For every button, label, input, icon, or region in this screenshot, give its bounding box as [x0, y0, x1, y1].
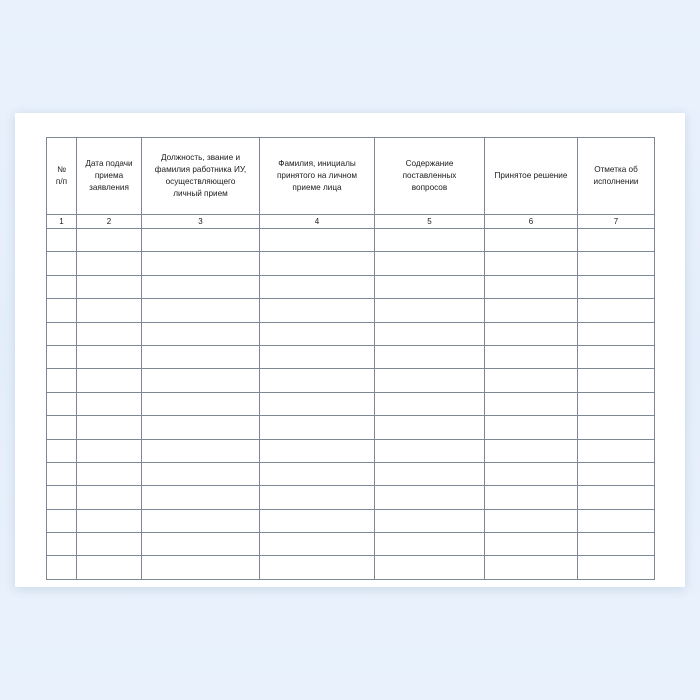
- table-cell[interactable]: [142, 229, 260, 252]
- table-cell[interactable]: [578, 533, 655, 556]
- table-cell[interactable]: [375, 533, 485, 556]
- table-cell[interactable]: [47, 416, 77, 439]
- table-cell[interactable]: [375, 299, 485, 322]
- table-cell[interactable]: [260, 275, 375, 298]
- table-cell[interactable]: [47, 369, 77, 392]
- table-cell[interactable]: [485, 462, 578, 485]
- table-cell[interactable]: [260, 322, 375, 345]
- table-cell[interactable]: [260, 229, 375, 252]
- table-cell[interactable]: [485, 556, 578, 579]
- table-cell[interactable]: [485, 392, 578, 415]
- table-cell[interactable]: [47, 322, 77, 345]
- header-line: Принятое решение: [494, 171, 568, 181]
- column-number: 3: [142, 215, 260, 229]
- table-cell[interactable]: [77, 345, 142, 368]
- table-cell[interactable]: [375, 392, 485, 415]
- table-cell[interactable]: [260, 486, 375, 509]
- table-cell[interactable]: [260, 392, 375, 415]
- table-cell[interactable]: [375, 439, 485, 462]
- table-cell[interactable]: [375, 275, 485, 298]
- table-cell[interactable]: [47, 556, 77, 579]
- table-cell[interactable]: [77, 252, 142, 275]
- table-cell[interactable]: [485, 533, 578, 556]
- table-row[interactable]: [47, 392, 655, 415]
- header-line: заявления: [89, 182, 129, 192]
- table-cell[interactable]: [485, 509, 578, 532]
- table-row[interactable]: [47, 439, 655, 462]
- column-header-1: [47, 138, 77, 215]
- column-header-2: [77, 138, 142, 215]
- table-cell[interactable]: [578, 299, 655, 322]
- column-header-7: [578, 138, 655, 215]
- table-cell[interactable]: [375, 322, 485, 345]
- table-cell[interactable]: [142, 275, 260, 298]
- table-cell[interactable]: [47, 392, 77, 415]
- table-row[interactable]: [47, 509, 655, 532]
- header-line: личный прием: [173, 188, 228, 198]
- table-cell[interactable]: [375, 229, 485, 252]
- table-cell[interactable]: [77, 556, 142, 579]
- table-row[interactable]: [47, 345, 655, 368]
- table-cell[interactable]: [77, 509, 142, 532]
- table-cell[interactable]: [485, 369, 578, 392]
- table-cell[interactable]: [375, 556, 485, 579]
- table-cell[interactable]: [578, 229, 655, 252]
- table-cell[interactable]: [142, 392, 260, 415]
- header-line: приема: [94, 171, 124, 181]
- header-line: вопросов: [411, 182, 448, 192]
- table-body: [47, 215, 655, 580]
- table-cell[interactable]: [77, 462, 142, 485]
- table-row[interactable]: [47, 369, 655, 392]
- journal-table: [46, 137, 655, 580]
- header-line: приеме лица: [292, 182, 342, 192]
- column-number-row: [47, 215, 655, 229]
- table-cell[interactable]: [485, 275, 578, 298]
- table-cell[interactable]: [260, 369, 375, 392]
- column-number: 1: [47, 215, 77, 229]
- table-cell[interactable]: [47, 252, 77, 275]
- table-cell[interactable]: [142, 462, 260, 485]
- table-header: [47, 138, 655, 215]
- table-cell[interactable]: [485, 252, 578, 275]
- table-cell[interactable]: [578, 416, 655, 439]
- header-line: Фамилия, инициалы: [278, 159, 356, 169]
- column-number: 2: [77, 215, 142, 229]
- table-cell[interactable]: [77, 299, 142, 322]
- table-cell[interactable]: [578, 556, 655, 579]
- table-cell[interactable]: [77, 486, 142, 509]
- table-cell[interactable]: [578, 322, 655, 345]
- table-cell[interactable]: [142, 486, 260, 509]
- header-line: №: [57, 165, 66, 175]
- table-cell[interactable]: [142, 345, 260, 368]
- table-cell[interactable]: [485, 345, 578, 368]
- table-cell[interactable]: [260, 439, 375, 462]
- table-cell[interactable]: [578, 486, 655, 509]
- table-cell[interactable]: [77, 229, 142, 252]
- table-cell[interactable]: [485, 299, 578, 322]
- table-cell[interactable]: [578, 439, 655, 462]
- table-cell[interactable]: [47, 345, 77, 368]
- header-line: исполнении: [593, 177, 639, 186]
- table-cell[interactable]: [260, 345, 375, 368]
- table-row[interactable]: [47, 275, 655, 298]
- column-header-3: [142, 138, 260, 215]
- table-cell[interactable]: [77, 416, 142, 439]
- table-cell[interactable]: [77, 533, 142, 556]
- table-row[interactable]: [47, 486, 655, 509]
- table-cell[interactable]: [142, 299, 260, 322]
- header-line: Должность, звание и: [160, 153, 241, 163]
- header-row: [47, 138, 655, 215]
- table-cell[interactable]: [47, 533, 77, 556]
- table-cell[interactable]: [485, 322, 578, 345]
- header-line: Отметка об: [594, 165, 638, 175]
- table-cell[interactable]: [375, 416, 485, 439]
- table-cell[interactable]: [47, 462, 77, 485]
- table-cell[interactable]: [77, 392, 142, 415]
- table-cell[interactable]: [47, 509, 77, 532]
- table-cell[interactable]: [578, 345, 655, 368]
- table-cell[interactable]: [375, 252, 485, 275]
- header-line: Содержание поставленных: [402, 159, 457, 181]
- header-line: фамилия работника ИУ,: [154, 165, 247, 175]
- table-cell[interactable]: [77, 439, 142, 462]
- table-cell[interactable]: [142, 252, 260, 275]
- column-header-5: [375, 138, 485, 215]
- table-cell[interactable]: [47, 299, 77, 322]
- table-row[interactable]: [47, 299, 655, 322]
- column-number: 7: [578, 215, 655, 229]
- table-cell[interactable]: [47, 439, 77, 462]
- table-cell[interactable]: [578, 369, 655, 392]
- table-cell[interactable]: [578, 509, 655, 532]
- table-row[interactable]: [47, 533, 655, 556]
- table-row[interactable]: [47, 556, 655, 579]
- table-cell[interactable]: [485, 229, 578, 252]
- table-cell[interactable]: [485, 439, 578, 462]
- table-cell[interactable]: [260, 509, 375, 532]
- document-sheet: [15, 113, 685, 587]
- header-line: п/п: [55, 177, 68, 186]
- table-cell[interactable]: [578, 252, 655, 275]
- table-cell[interactable]: [77, 275, 142, 298]
- table-cell[interactable]: [578, 392, 655, 415]
- table-row[interactable]: [47, 252, 655, 275]
- column-number: 4: [260, 215, 375, 229]
- table-row[interactable]: [47, 462, 655, 485]
- table-cell[interactable]: [485, 416, 578, 439]
- column-number: 6: [485, 215, 578, 229]
- table-row[interactable]: [47, 229, 655, 252]
- table-cell[interactable]: [47, 275, 77, 298]
- table-cell[interactable]: [77, 369, 142, 392]
- table-cell[interactable]: [260, 299, 375, 322]
- table-row[interactable]: [47, 416, 655, 439]
- table-cell[interactable]: [375, 486, 485, 509]
- table-cell[interactable]: [142, 439, 260, 462]
- table-cell[interactable]: [142, 509, 260, 532]
- table-cell[interactable]: [375, 369, 485, 392]
- table-cell[interactable]: [375, 509, 485, 532]
- table-cell[interactable]: [375, 462, 485, 485]
- table-cell[interactable]: [142, 533, 260, 556]
- column-header-6: [485, 138, 578, 215]
- column-header-4: [260, 138, 375, 215]
- table-cell[interactable]: [578, 275, 655, 298]
- header-line: принятого на личном: [276, 171, 358, 181]
- table-cell[interactable]: [260, 533, 375, 556]
- table-cell[interactable]: [47, 229, 77, 252]
- table-cell[interactable]: [578, 462, 655, 485]
- table-cell[interactable]: [142, 416, 260, 439]
- table-cell[interactable]: [142, 556, 260, 579]
- table-cell[interactable]: [142, 369, 260, 392]
- table-cell[interactable]: [260, 252, 375, 275]
- table-cell[interactable]: [375, 345, 485, 368]
- table-cell[interactable]: [142, 322, 260, 345]
- table-cell[interactable]: [260, 556, 375, 579]
- table-cell[interactable]: [47, 486, 77, 509]
- table-wrapper: [46, 137, 654, 580]
- table-row[interactable]: [47, 322, 655, 345]
- table-cell[interactable]: [485, 486, 578, 509]
- header-line: осуществляющего: [165, 177, 236, 186]
- column-number: 5: [375, 215, 485, 229]
- table-cell[interactable]: [260, 462, 375, 485]
- table-cell[interactable]: [77, 322, 142, 345]
- header-line: Дата подачи: [85, 159, 133, 169]
- table-cell[interactable]: [260, 416, 375, 439]
